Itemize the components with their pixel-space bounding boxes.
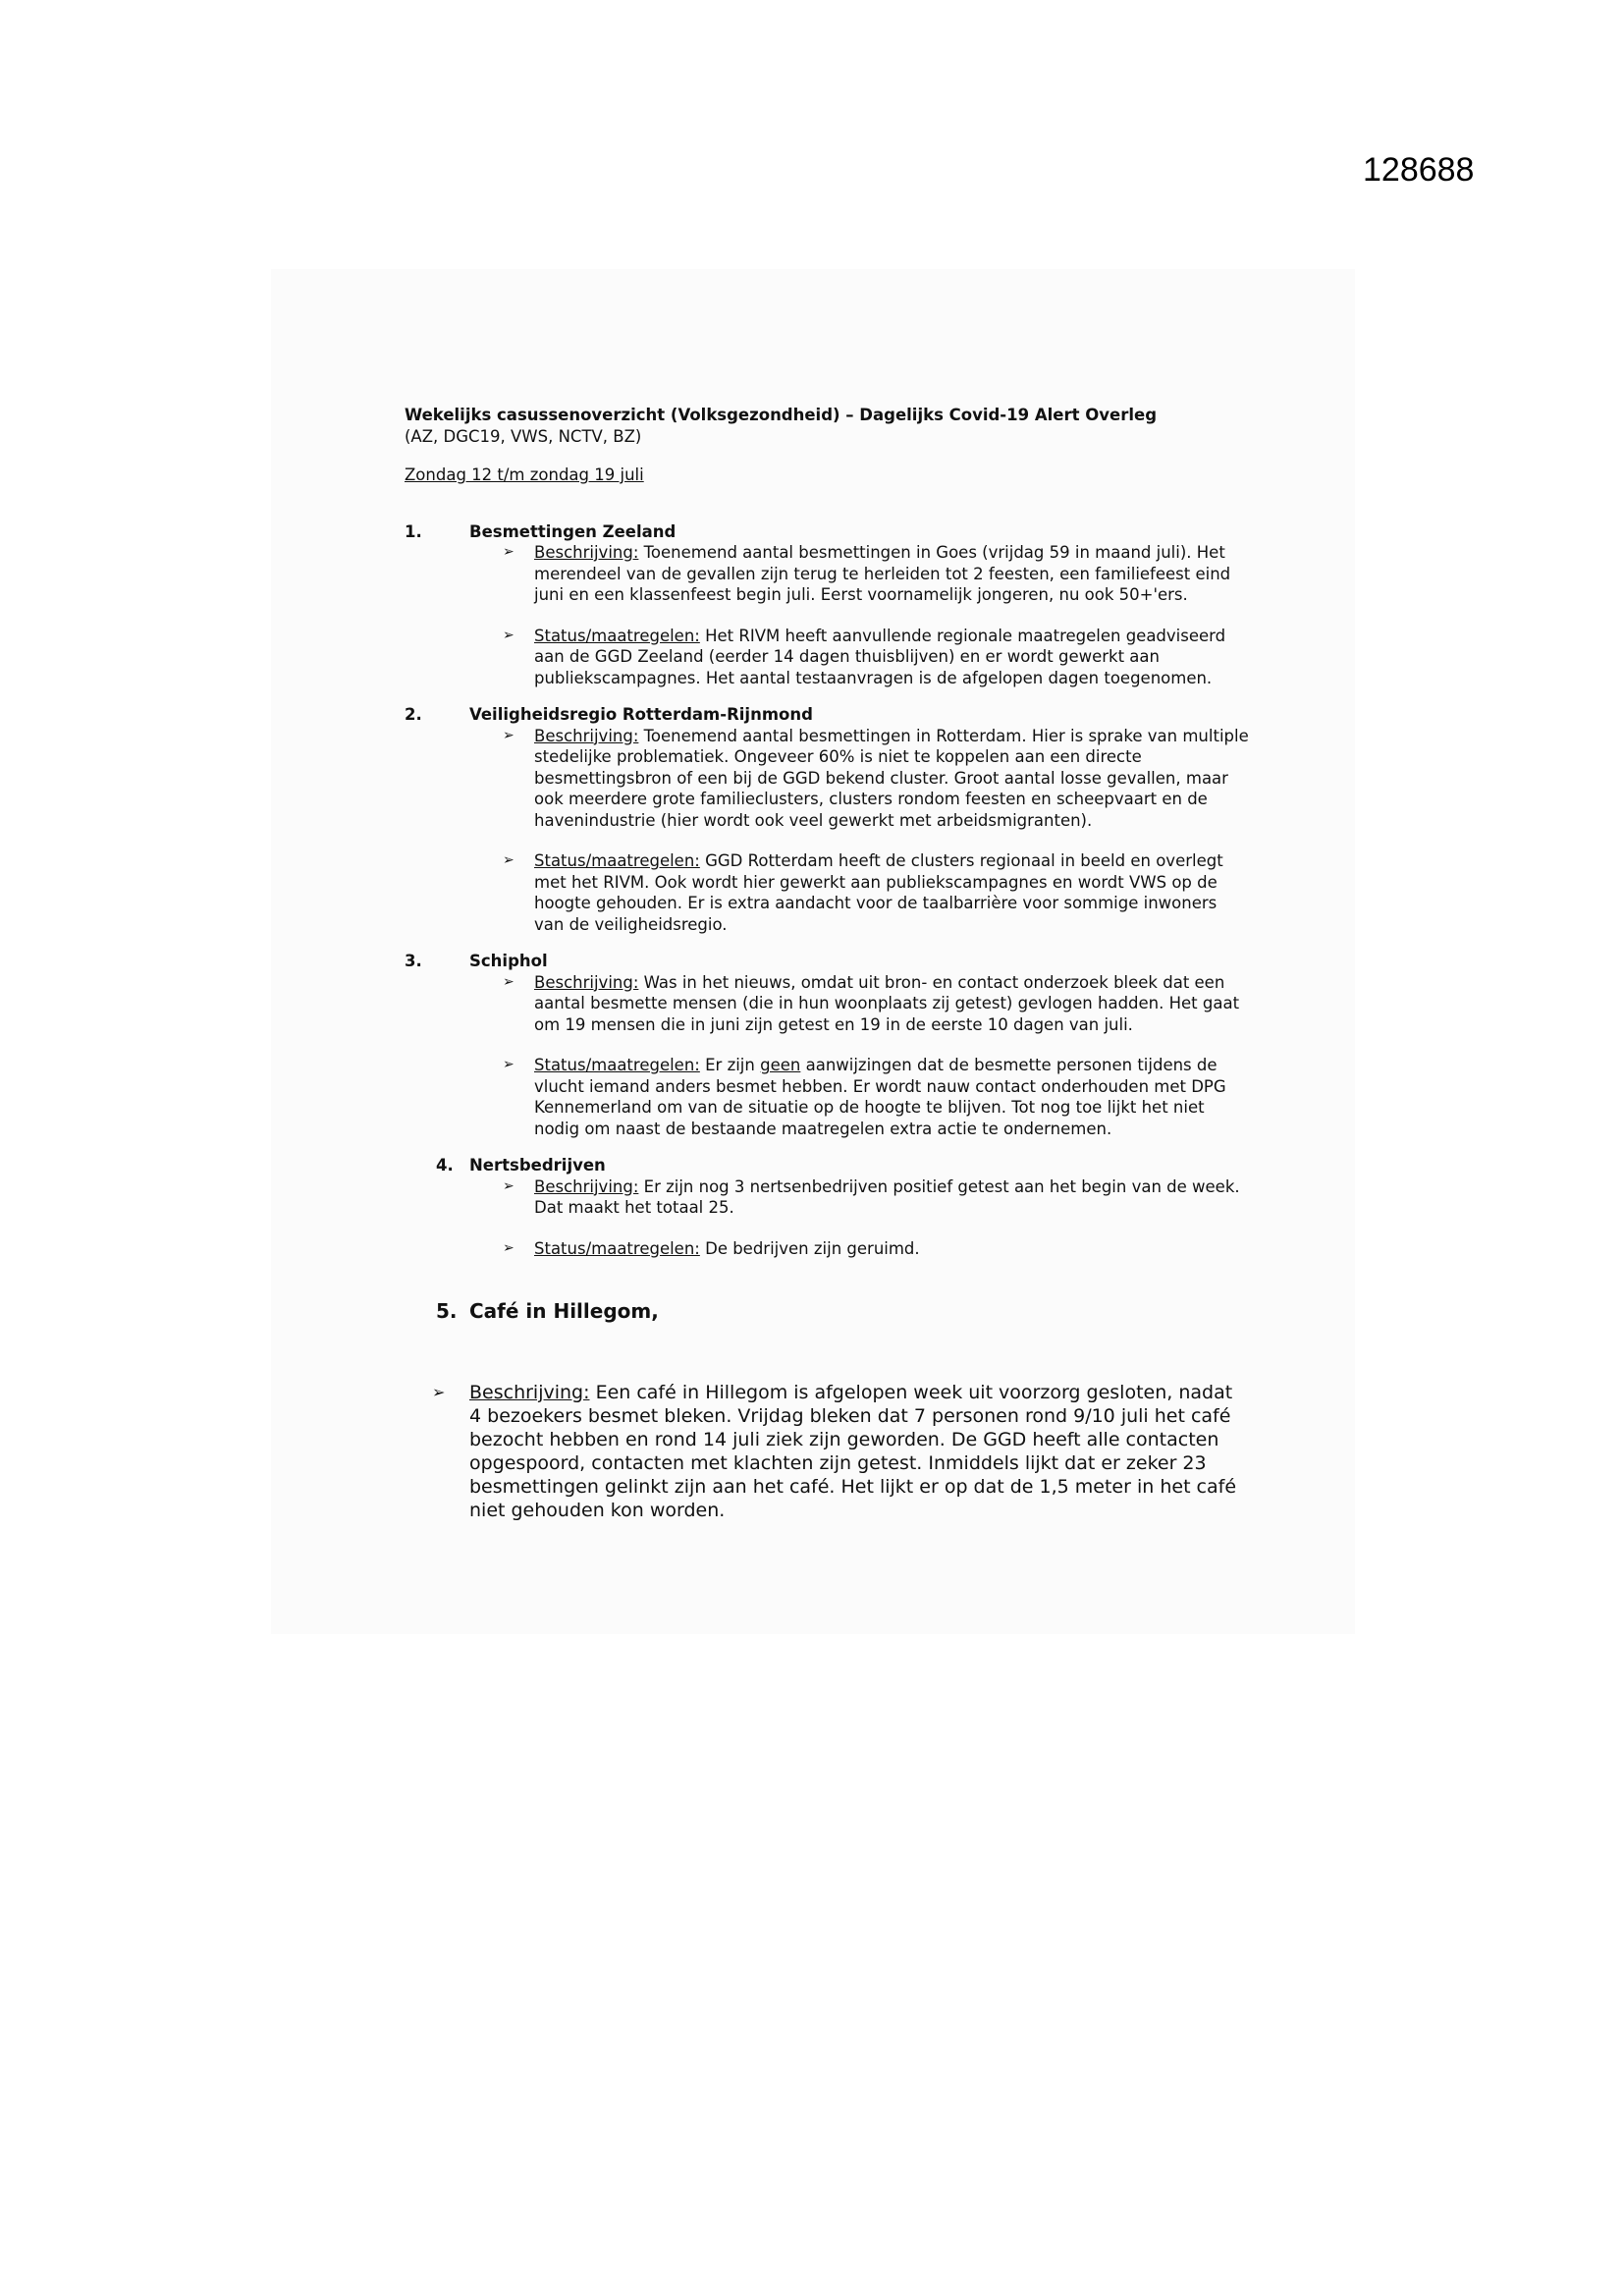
status-label: Status/maatregelen: [534,1056,700,1074]
description-item [432,1381,1249,1522]
section-schiphol [405,951,1249,1139]
description-label: Beschrijving: [469,1382,590,1403]
description-label: Beschrijving: [534,726,639,745]
description-item [503,1176,1249,1219]
arrow-bullet-icon: ➢ [503,727,514,743]
arrow-bullet-icon: ➢ [432,1383,446,1401]
status-label: Status/maatregelen: [534,851,700,870]
status-text-start: Er zijn [705,1056,755,1074]
section-number: 3. [405,952,422,970]
section-heading [405,704,1249,726]
arrow-bullet-icon: ➢ [503,1177,514,1194]
section-number: 1. [405,521,422,541]
section-heading [405,521,1249,543]
description-label: Beschrijving: [534,972,639,992]
status-label: Status/maatregelen: [534,626,700,645]
section-heading [405,1155,1249,1176]
arrow-bullet-icon: ➢ [503,1057,514,1072]
description-label: Beschrijving: [534,543,639,562]
document-subtitle: (AZ, DGC19, VWS, NCTV, BZ) [405,426,642,446]
document-number: 128688 [1363,151,1475,189]
section-heading [405,1298,1249,1324]
section-title: Veiligheidsregio Rotterdam-Rijnmond [469,705,813,724]
section-title: Besmettingen Zeeland [469,521,677,541]
arrow-bullet-icon: ➢ [503,544,514,560]
arrow-bullet-icon: ➢ [503,973,514,990]
description-text: Toenemend aantal besmettingen in Rotterdam. Hier is sprake van multiple stedelijke problematiek. Ongeveer 60% is niet te koppelen aan een directe besmettingsbron of een bij de GGD bekend cluster. Groot aantal losse gevallen, maar ook meerdere grote familieclusters, clusters rondom feesten en scheepvaart en de havenindustrie (hier wordt ook veel gewerkt met arbeidsmigranten). [534,726,1249,830]
status-item [503,626,1249,689]
section-title: Café in Hillegom, [469,1299,659,1323]
section-number: 2. [405,705,422,724]
section-rotterdam-rijnmond [405,704,1249,935]
section-title: Nertsbedrijven [469,1156,606,1175]
description-item [503,972,1249,1036]
description-text: Er zijn nog 3 nertsenbedrijven positief getest aan het begin van de week. Dat maakt het totaal 25. [534,1176,1240,1217]
arrow-bullet-icon: ➢ [503,852,514,868]
section-cafe-hillegom [405,1298,1249,1522]
section-nertsbedrijven [405,1155,1249,1259]
status-label: Status/maatregelen: [534,1238,700,1258]
document-title: Wekelijks casussenoverzicht (Volksgezondheid) – Dagelijks Covid-19 Alert Overleg [405,406,1158,424]
status-item [503,850,1249,935]
section-title: Schiphol [469,952,548,970]
section-number: 5. [436,1299,458,1323]
status-item [503,1055,1249,1139]
document-body [405,405,1249,1538]
status-item [503,1238,1249,1260]
description-text: Was in het nieuws, omdat uit bron- en contact onderzoek bleek dat een aantal besmette mensen (die in hun woonplaats zij getest) gevlogen hadden. Het gaat om 19 mensen die in juni zijn getest en 19 in de eerste 10 dagen van juli. [534,972,1240,1034]
description-item [503,542,1249,606]
section-heading [405,951,1249,972]
status-text: De bedrijven zijn geruimd. [705,1238,920,1258]
status-emphasis: geen [760,1056,801,1074]
status-text-end: aanwijzingen dat de besmette personen tijdens de vlucht iemand anders besmet hebben. Er wordt nauw contact onderhouden met DPG Kennemerland om van de situatie op de hoogte te blijven. Tot nog toe lijkt het niet nodig om naast de bestaande maatregelen extra actie te ondernemen. [534,1056,1226,1138]
description-text: Toenemend aantal besmettingen in Goes (vrijdag 59 in maand juli). Het merendeel van de gevallen zijn terug te herleiden tot 2 feesten, een familiefeest eind juni en een klassenfeest begin juli. Eerst voornamelijk jongeren, nu ook 50+'ers. [534,543,1231,604]
status-text: Het RIVM heeft aanvullende regionale maatregelen geadviseerd aan de GGD Zeeland (eerder 14 dagen thuisblijven) en er wordt gewerkt aan publiekscampagnes. Het aantal testaanvragen is de afgelopen dagen toegenomen. [534,626,1226,687]
description-item [503,726,1249,832]
arrow-bullet-icon: ➢ [503,627,514,643]
document-period: Zondag 12 t/m zondag 19 juli [405,465,644,484]
description-label: Beschrijving: [534,1176,639,1196]
description-text: Een café in Hillegom is afgelopen week uit voorzorg gesloten, nadat 4 bezoekers besmet bleken. Vrijdag bleken dat 7 personen rond 9/10 juli het café bezocht hebben en rond 14 juli ziek zijn geworden. De GGD heeft alle contacten opgespoord, contacten met klachten zijn getest. Inmiddels lijkt dat er zeker 23 besmettingen gelinkt zijn aan het café. Het lijkt er op dat de 1,5 meter in het café niet gehouden kon worden. [469,1382,1237,1521]
section-zeeland [405,521,1249,689]
status-text: GGD Rotterdam heeft de clusters regionaal in beeld en overlegt met het RIVM. Ook wordt hier gewerkt aan publiekscampagnes en wordt VWS op de hoogte gehouden. Er is extra aandacht voor de taalbarrière voor sommige inwoners van de veiligheidsregio. [534,851,1223,934]
arrow-bullet-icon: ➢ [503,1239,514,1256]
section-number: 4. [436,1156,454,1175]
